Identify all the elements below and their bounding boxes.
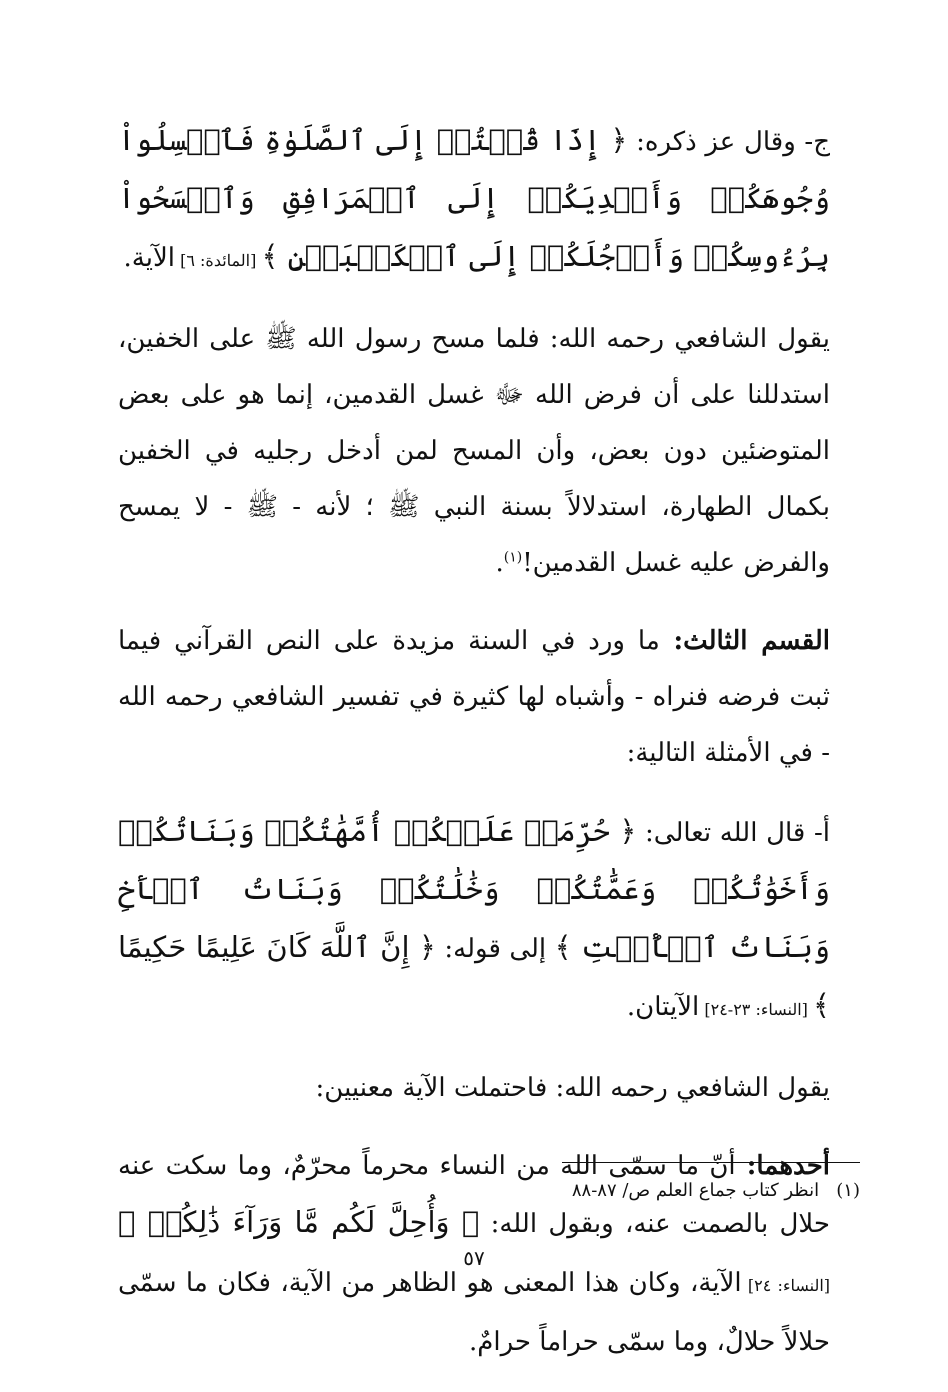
paragraph-text: ما ورد في السنة مزيدة على النص القرآني فيما ثبت فرضه فنراه - وأشباه لها كثيرة في تفسير الشافعي رحمه الله - في الأمثلة التالية: bbox=[118, 626, 830, 768]
paragraph-shafii-khuffain bbox=[118, 311, 830, 591]
footnote-text: انظر كتاب جماع العلم ص/ ٨٧-٨٨ bbox=[571, 1180, 820, 1201]
paragraph-text: أنّ ما سمّى الله من النساء محرماً محرّمٌ، وما سكت عنه حلال بالصمت عنه، وبقول الله: bbox=[118, 1151, 830, 1239]
paragraph-lead: أ- قال الله تعالى: bbox=[636, 818, 830, 848]
section-heading: القسم الثالث: bbox=[659, 626, 830, 656]
paragraph-text: يقول الشافعي رحمه الله: فاحتملت الآية معنيين: bbox=[315, 1073, 830, 1103]
paragraph-verse-prohibited bbox=[118, 803, 830, 1038]
quran-verse-second: ﴿ إِنَّ ٱللَّهَ كَانَ عَلِيمًا حَكِيمًا ﴾ bbox=[118, 930, 830, 1022]
verse-reference: [النساء: ٢٣-٢٤] bbox=[699, 1000, 813, 1019]
paragraph-text-continued: الآية، وكان هذا المعنى هو الظاهر من الآية، فكان ما سمّى حلالاً حلالٌ، وما سمّى حراماً حرامٌ. bbox=[118, 1268, 830, 1357]
paragraph-tail: الآية. bbox=[123, 243, 176, 273]
quran-verse: ﴿ وَأُحِلَّ لَكُم مَّا وَرَآءَ ذَٰلِكُمۡ ﴾ bbox=[118, 1205, 480, 1239]
paragraph-third-section bbox=[118, 613, 830, 781]
paragraph-verse-ablution bbox=[118, 112, 830, 289]
footnote bbox=[572, 1180, 860, 1201]
paragraph-middle: إلى قوله: bbox=[435, 934, 555, 964]
paragraph-tail: الآيتان. bbox=[626, 992, 700, 1022]
quran-verse: ﴿ حُرِّمَتۡ عَلَيۡكُمۡ أُمَّهَٰتُكُمۡ وَبَنَاتُكُمۡ وَأَخَوَٰتُكُمۡ وَعَمَّٰتُكُمۡ وَخَٰلَٰتُكُمۡ وَبَنَاتُ ٱلۡأَخِ وَبَنَاتُ ٱلۡأُخۡتِ ﴾ bbox=[118, 814, 830, 964]
verse-reference: [النساء: ٢٤] bbox=[741, 1276, 831, 1295]
footnote-divider bbox=[562, 1162, 860, 1163]
page-number: ٥٧ bbox=[463, 1246, 485, 1270]
paragraph-end: . bbox=[495, 548, 504, 578]
footnote-marker: (١) bbox=[503, 549, 523, 566]
footnote-number: (١) bbox=[836, 1180, 860, 1201]
paragraph-text: يقول الشافعي رحمه الله: فلما مسح رسول الله ﷺ على الخفين، استدللنا على أن فرض الله ﷻ غسل القدمين، إنما هو على بعض المتوضئين دون بعض، وأن المسح لمن أدخل رجليه في الخفين بكمال الطهارة، استدلالاً بسنة النبي ﷺ ؛ لأنه - ﷺ - لا يمسح والفرض عليه غسل القدمين! bbox=[118, 324, 830, 578]
meaning-heading: أحدهما: bbox=[735, 1151, 830, 1181]
quran-verse: ﴿ إِذَا قُمۡتُمۡ إِلَى ٱلصَّلَوٰةِ فَٱغۡسِلُواْ وُجُوهَكُمۡ وَأَيۡدِيَكُمۡ إِلَى ٱلۡمَرَافِقِ وَٱمۡسَحُواْ بِرُءُوسِكُمۡ وَأَرۡجُلَكُمۡ إِلَى ٱلۡكَعۡبَيۡنِ ﴾ bbox=[118, 123, 830, 273]
paragraph-lead: ج- وقال عز ذكره: bbox=[627, 127, 830, 157]
verse-reference: [المائدة: ٦] bbox=[175, 251, 262, 270]
paragraph-two-meanings bbox=[118, 1060, 830, 1116]
